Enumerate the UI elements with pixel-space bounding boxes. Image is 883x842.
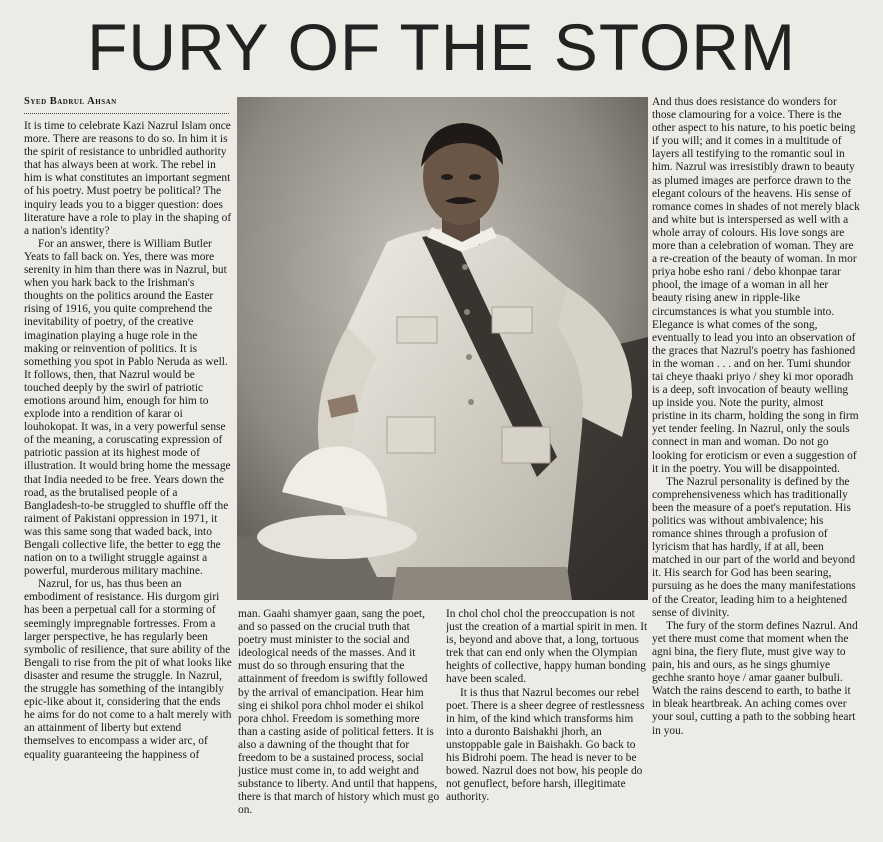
byline-divider: [24, 113, 229, 114]
paragraph: It is thus that Nazrul becomes our rebel poet. There is a sheer degree of restlessness in him, of the kind which transforms him into a duronto Baishakhi jhorh, an unstoppable gale in Baishakh. Go back to his Bidrohi poem. The head is never to be bowed. Nazrul does not bow, his people do not genuflect, before harsh, illegitimate authority.: [446, 686, 645, 804]
paragraph: The Nazrul personality is defined by the comprehensiveness which has traditionally been the measure of a poet's reputation. His politics was without ambivalence; his romance shines through a profusion of lyricism that has hardly, if at all, been matched in our part of the world and beyond it. His search for God has been searing, pursuing as he does the many manifestations of the Creator, leading him to a heightened sense of divinity.: [652, 475, 856, 619]
article-column-4: [652, 96, 860, 835]
portrait-photo: [237, 97, 648, 600]
headline: FURY OF THE STORM: [87, 10, 796, 84]
paragraph: And thus does resistance do wonders for those clamouring for a voice. There is the other aspect to his nature, to his poetic being if you will; and it comes in a multitude of layers all testifying to the romantic soul in him. Nazrul was irresistibly drawn to beauty as plumed images are perforce drawn to the elegant colours of the heavens. His sense of romance comes in shades of not merely black and white but is interspersed as well with a whole array of colours. His love songs are more than a celebration of woman. They are a re-creation of the beauty of woman. In mor priya hobe esho rani / debo khonpae tarar phool, the image of a woman in all her beauty rising anew in ripple-like circumstances is what you stumble into. Elegance is what comes of the song, eventually to lead you into an observation of the graces that Nazrul's poetry has fashioned in the woman . . . and on her. Tumi shundor tai cheye thaaki priyo / shey ki mor oporadh is a deep, soft invocation of beauty welling up inside you. Note the purity, almost pristine in its charm, holding the song in firm yet tender feeling. In Nazrul, only the souls connect in man and woman. Do not go looking for eroticism or even a suggestion of it in the poetry. You will be disappointed.: [652, 96, 860, 475]
paragraph: In chol chol chol the preoccupation is not just the creation of a martial spirit in men. It is, beyond and above that, a long, tortuous trek that can end only when the Olympian heights of collective, happy human bonding have been scaled.: [446, 608, 648, 686]
byline: Syed Badrul Ahsan: [24, 96, 117, 107]
paragraph: man. Gaahi shamyer gaan, sang the poet, and so passed on the crucial truth that poetry must minister to the social and ideological needs of the masses. And it must do so through ensuring that the attainment of freedom is swiftly followed by the arrival of emancipation. Hear him sing ei shikol pora chhol moder ei shikol pora chhol. Freedom is something more than a casting aside of political fetters. It is also a dawning of the thought that for freedom to be a sustained process, social justice must come in, to add weight and substance to liberty. And until that happens, there is that march of history which must go on.: [238, 608, 440, 817]
paragraph: Nazrul, for us, has thus been an embodiment of resistance. His durgom giri has been a perpetual call for a storming of seemingly impregnable fortresses. From a larger perspective, he has regularly been symbolic of resilience, that sure ability of the Bengali to rise from the pit of what looks like disaster and resume the struggle. In Nazrul, the struggle has something of the intangibly epic-like about it, considering that the ends he aims for do not come to a halt merely with an attainment of liberty but extend themselves to encompass a wider arc, of equality guaranteeing the happiness of: [24, 578, 232, 761]
article-column-1: [24, 120, 232, 835]
paragraph: The fury of the storm defines Nazrul. And yet there must come that moment when the agni bina, the fiery flute, must give way to pain, his and ours, as he sings ghumiye gechhe sranto hoye / amar gaaner bulbuli. Watch the rains descend to earth, to bathe it in bleak heartbreak. An aching comes over your soul, cutting a path to the sobbing heart in you.: [652, 619, 858, 737]
article-column-3: [446, 608, 648, 835]
article-column-2: [238, 608, 440, 835]
portrait-illustration: [237, 97, 648, 600]
paragraph: For an answer, there is William Butler Yeats to fall back on. Yes, there was more serenity in him than there was in Nazrul, but when you hark back to the Irishman's thoughts on the politics around the Easter rising of 1916, you quite comprehend the inevitability of poetry, of the creative imagination playing a huge role in the making or reinvention of politics. It is something you spot in Pablo Neruda as well. It follows, then, that Nazrul would be touched deeply by the swirl of patriotic emotions around him, enough for him to explode into a rendition of karar oi louhokopat. It was, in a very powerful sense of the meaning, a coruscating expression of patriotic passion at its highest mode of illustration. It would bring home the message that India needed to be free. Years down the road, as the brutalised people of a Bangladesh-to-be struggled to shuffle off the raiment of Pakistani oppression in 1971, it was this same song that waded back, into Bengali collective life, the better to egg the nation on to a twilight struggle against a powerful, murderous military machine.: [24, 237, 231, 578]
paragraph: It is time to celebrate Kazi Nazrul Islam once more. There are reasons to do so. In him it is the spirit of resistance to unbridled authority that has always been at work. The rebel in him is what constitutes an important segment of his poetry. Must poetry be political? The inquiry leads you to a bigger question: does literature have a role to play in the shaping of a nation's identity?: [24, 120, 232, 237]
